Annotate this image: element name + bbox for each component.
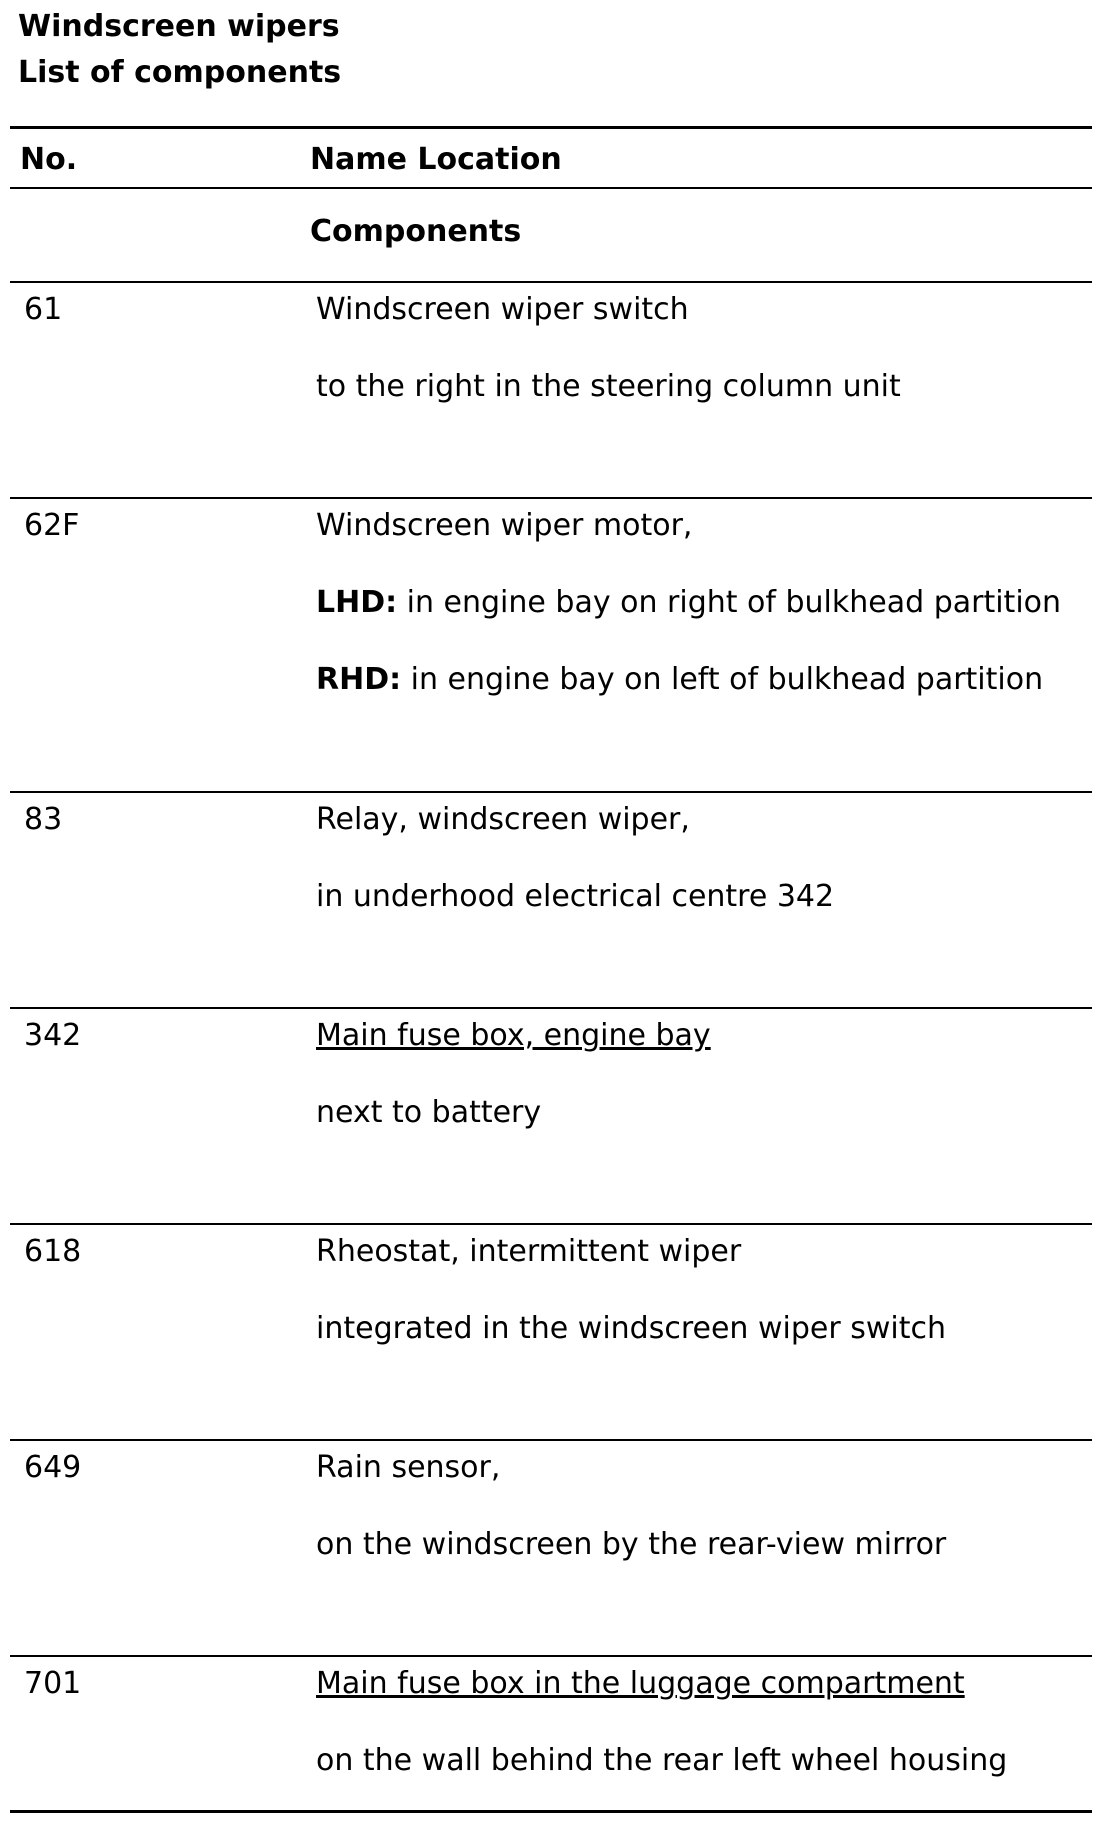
name-location-cell (316, 1664, 1007, 1818)
component-number: 342 (24, 1018, 82, 1053)
name-location-line (316, 660, 1061, 700)
component-link[interactable]: Main fuse box in the luggage compartment (316, 1666, 965, 1701)
table-top-rule (10, 126, 1092, 129)
name-location-cell (316, 1448, 946, 1602)
name-location-cell (316, 290, 901, 444)
name-location-cell (316, 1232, 946, 1386)
drive-side-prefix: RHD: (316, 662, 402, 697)
row-separator (10, 281, 1092, 283)
header-rule (10, 187, 1092, 189)
name-location-line: in underhood electrical centre 342 (316, 879, 835, 914)
column-header-no: No. (20, 142, 78, 177)
table-bottom-rule (10, 1810, 1092, 1813)
row-separator (10, 1223, 1092, 1225)
name-location-line (316, 583, 1061, 623)
document-title (18, 4, 341, 96)
name-location-cell (316, 800, 834, 954)
component-number: 618 (24, 1234, 82, 1269)
row-separator (10, 1439, 1092, 1441)
document-title-line-2: List of components (18, 55, 342, 90)
component-number: 83 (24, 802, 63, 837)
name-location-line: Rain sensor, (316, 1450, 501, 1485)
drive-side-prefix: LHD: (316, 585, 398, 620)
row-separator (10, 1655, 1092, 1657)
row-separator (10, 791, 1092, 793)
section-heading-components: Components (310, 214, 522, 249)
component-number: 62F (24, 508, 80, 543)
row-separator (10, 497, 1092, 499)
column-header-name-location: Name Location (310, 142, 562, 177)
row-separator (10, 1007, 1092, 1009)
location-text: in engine bay on left of bulkhead partition (401, 662, 1044, 697)
name-location-line: integrated in the windscreen wiper switch (316, 1311, 946, 1346)
component-number: 649 (24, 1450, 82, 1485)
name-location-line: on the wall behind the rear left wheel housing (316, 1743, 1008, 1778)
component-number: 61 (24, 292, 63, 327)
document-title-line-1: Windscreen wipers (18, 9, 340, 44)
name-location-line: Relay, windscreen wiper, (316, 802, 690, 837)
component-number: 701 (24, 1666, 82, 1701)
name-location-line: Windscreen wiper motor, (316, 508, 693, 543)
name-location-line: to the right in the steering column unit (316, 369, 901, 404)
component-link[interactable]: Main fuse box, engine bay (316, 1018, 711, 1053)
name-location-line: next to battery (316, 1095, 542, 1130)
name-location-line: Windscreen wiper switch (316, 292, 689, 327)
name-location-line: on the windscreen by the rear-view mirror (316, 1527, 947, 1562)
location-text: in engine bay on right of bulkhead partition (397, 585, 1062, 620)
name-location-cell (316, 1016, 711, 1170)
name-location-line: Rheostat, intermittent wiper (316, 1234, 742, 1269)
name-location-cell (316, 506, 1061, 737)
